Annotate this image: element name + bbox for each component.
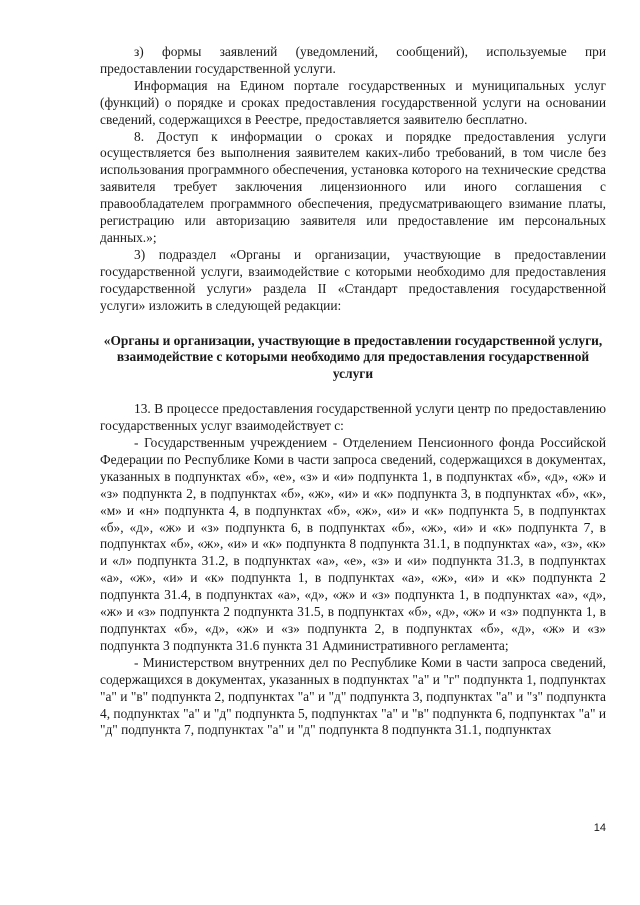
paragraph-mvd: - Министерством внутренних дел по Республике Коми в части запроса сведений, содержащихся в документах, указанных в подпунктах "а" и "г" подпункта 1, подпунктах "а" и "в" подпункта 2, подпунктах "а" и "д" подпункта 3, подпунктах "а" и "з" подпункта 4, подпунктах "а" и "д" подпункта 5, подпунктах "а" и "в" подпункта 6, подпунктах "а" и "д" подпункта 7, подпунктах "а" и "д" подпункта 8 подпункта 31.1, подпунктах (100, 654, 606, 738)
paragraph-pension-fund: - Государственным учреждением - Отделением Пенсионного фонда Российской Федерации по Республике Коми в части запроса сведений, содержащихся в документах, указанных в подпунктах «б», «е», «з» и «и» подпункта 1, в подпунктах «б», «д», «ж» и «з» подпункта 2, в подпунктах «б», «ж», «и» и «к» подпункта 3, в подпунктах «б», «к», «м» и «н» подпункта 4, в подпунктах «б», «ж», «и» и «к» подпункта 5, в подпунктах «б», «д», «ж» и «з» подпункта 6, в подпунктах «б», «ж», «и» и «к» подпункта 7, в подпунктах «б», «ж», «и» и «к» подпункта 8 подпункта 31.1, в подпунктах «а», «з», «к» и «л» подпункта 31.2, в подпунктах «а», «е», «з» и «и» подпункта 31.3, в подпунктах «а», «ж», «и» и «к» подпункта 1, в подпунктах «а», «ж», «и» и «к» подпункта 2 подпункта 31.4, в подпунктах «а», «д», «ж» и «з» подпункта 1, в подпунктах «а», «д», «ж» и «з» подпункта 2 подпункта 31.5, в подпунктах «б», «д», «ж» и «з» подпункта 1, в подпунктах «б», «д», «ж» и «з» подпункта 2, в подпунктах «б», «д», «ж» и «з» подпункта 3 подпункта 31.6 пункта 31 Административного регламента; (100, 435, 606, 653)
page-number: 14 (593, 822, 606, 834)
paragraph-subsection: 3) подраздел «Органы и организации, участвующие в предоставлении государственной услуги, взаимодействие с которыми необходимо для предоставления государственной услуги» раздела II «Стандарт предоставления государственной услуги» изложить в следующей редакции: (100, 246, 606, 313)
document-page (100, 44, 606, 739)
spacer (100, 383, 606, 401)
paragraph-access: 8. Доступ к информации о сроках и порядке предоставления услуги осуществляется без выполнения заявителем каких-либо требований, в том числе без использования программного обеспечения, установка которого на технические средства заявителя требует заключения лицензионного или иного соглашения с правообладателем программного обеспечения, предусматривающего взимание платы, регистрацию или авторизацию заявителя или предоставление им персональных данных.»; (100, 128, 606, 245)
section-heading: «Органы и организации, участвующие в предоставлении государственной услуги, взаимодействие с которыми необходимо для предоставления государственной услуги (103, 332, 603, 382)
spacer (100, 315, 606, 333)
paragraph-forms: з) формы заявлений (уведомлений, сообщений), используемые при предоставлении государственной услуги. (100, 44, 606, 76)
paragraph-interaction: 13. В процессе предоставления государственной услуги центр по предоставлению государственных услуг взаимодействует с: (100, 401, 606, 434)
paragraph-portal-info: Информация на Едином портале государственных и муниципальных услуг (функций) о порядке и сроках предоставления государственной услуги на основании сведений, содержащихся в Реестре, предоставляется заявителю бесплатно. (100, 77, 606, 127)
